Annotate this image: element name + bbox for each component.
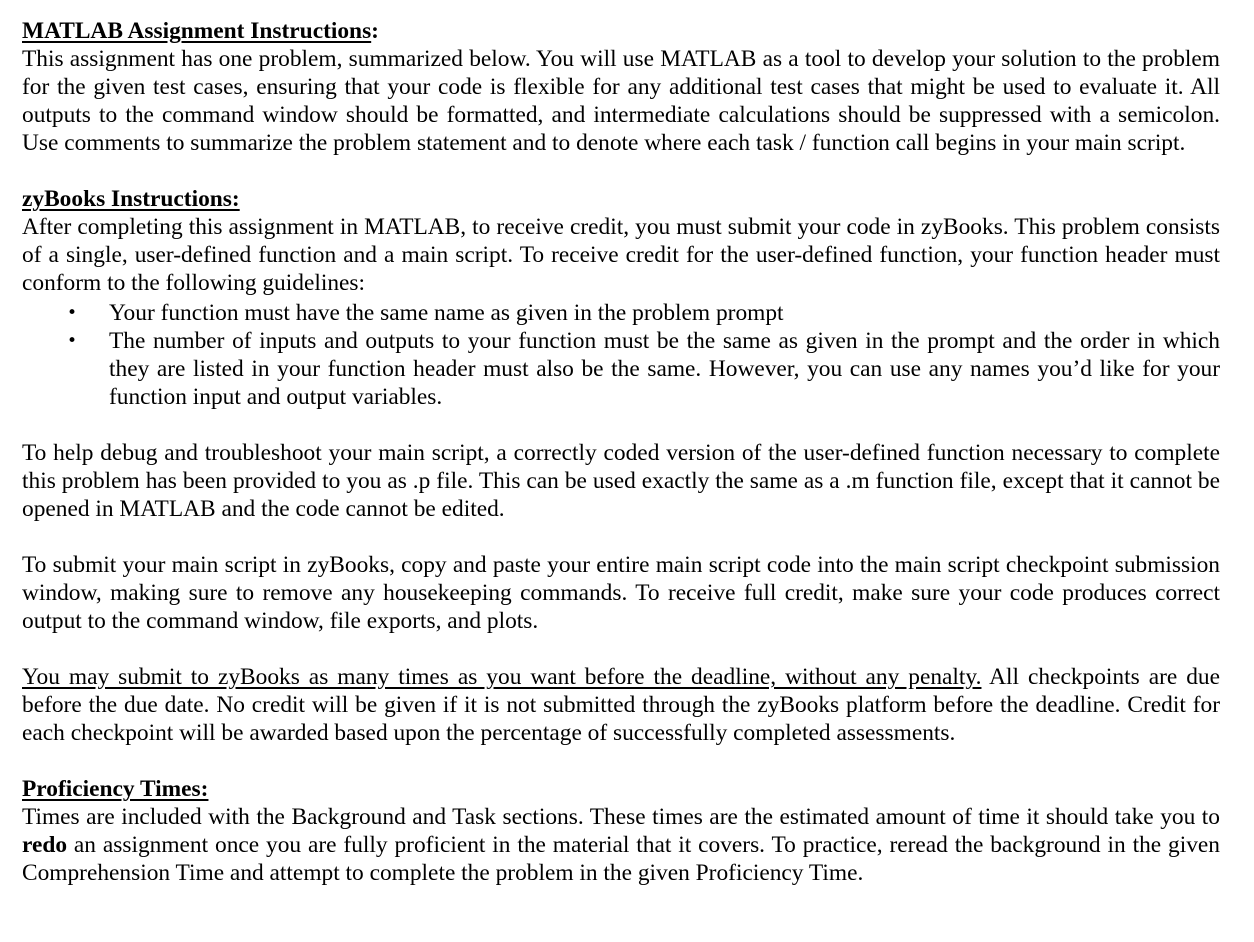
spacer <box>22 411 1220 439</box>
deadline-paragraph <box>22 663 1220 747</box>
list-item-text: The number of inputs and outputs to your function must be the same as given in the prompt and the order in which they are listed in your function header must also be the same. However, you can use any names you’d like for your function input and output variables. <box>109 328 1220 410</box>
proficiency-bold-word: redo <box>22 832 68 858</box>
spacer <box>22 635 1220 663</box>
list-item <box>22 327 1220 411</box>
deadline-underlined-text: You may submit to zyBooks as many times as you want before the deadline, without any penalty. <box>22 664 982 690</box>
proficiency-text-after: an assignment once you are fully proficient in the material that it covers. To practice, reread the background in the given Comprehension Time and attempt to complete the problem in the given Proficiency Time. <box>22 832 1220 886</box>
submit-paragraph: To submit your main script in zyBooks, copy and paste your entire main script code into the main script checkpoint submission window, making sure to remove any housekeeping commands. To receive full credit, make sure your code produces correct output to the command window, file exports, and plots. <box>22 552 1220 634</box>
spacer <box>22 523 1220 551</box>
debug-paragraph: To help debug and troubleshoot your main script, a correctly coded version of the user-defined function necessary to complete this problem has been provided to you as .p file. This can be used exactly the same as a .m function file, except that it cannot be opened in MATLAB and the code cannot be edited. <box>22 440 1220 522</box>
list-item-text: Your function must have the same name as given in the problem prompt <box>109 300 784 326</box>
bullet-icon: • <box>67 303 78 323</box>
proficiency-text-before: Times are included with the Background and Task sections. These times are the estimated amount of time it should take you to <box>22 804 1220 830</box>
deadline-rest-text: All checkpoints are due before the due date. No credit will be given if it is not submitted through the zyBooks platform before the deadline. Credit for each checkpoint will be awarded based upon the percentage of successfully completed assessments. <box>22 664 1220 746</box>
matlab-instructions-body: This assignment has one problem, summarized below. You will use MATLAB as a tool to develop your solution to the problem for the given test cases, ensuring that your code is flexible for any additional test cases that might be used to evaluate it. All outputs to the command window should be formatted, and intermediate calculations should be suppressed with a semicolon. Use comments to summarize the problem statement and to denote where each task / function call begins in your main script. <box>22 46 1220 156</box>
zybooks-instructions-heading <box>22 185 1220 213</box>
spacer <box>22 157 1220 185</box>
matlab-instructions-heading <box>22 17 1220 45</box>
proficiency-times-heading <box>22 775 1220 803</box>
matlab-heading-text: MATLAB Assignment Instructions <box>22 18 372 44</box>
zybooks-heading-text: zyBooks Instructions: <box>22 186 240 212</box>
proficiency-heading-text: Proficiency Times: <box>22 776 209 802</box>
proficiency-body <box>22 803 1220 887</box>
spacer <box>22 747 1220 775</box>
list-item <box>22 299 1220 327</box>
zybooks-intro: After completing this assignment in MATLAB, to receive credit, you must submit your code in zyBooks. This problem consists of a single, user-defined function and a main script. To receive credit for the user-defined function, your function header must conform to the following guidelines: <box>22 214 1220 296</box>
bullet-icon: • <box>67 331 78 351</box>
matlab-heading-colon: : <box>371 18 379 44</box>
guidelines-list <box>22 299 1220 411</box>
